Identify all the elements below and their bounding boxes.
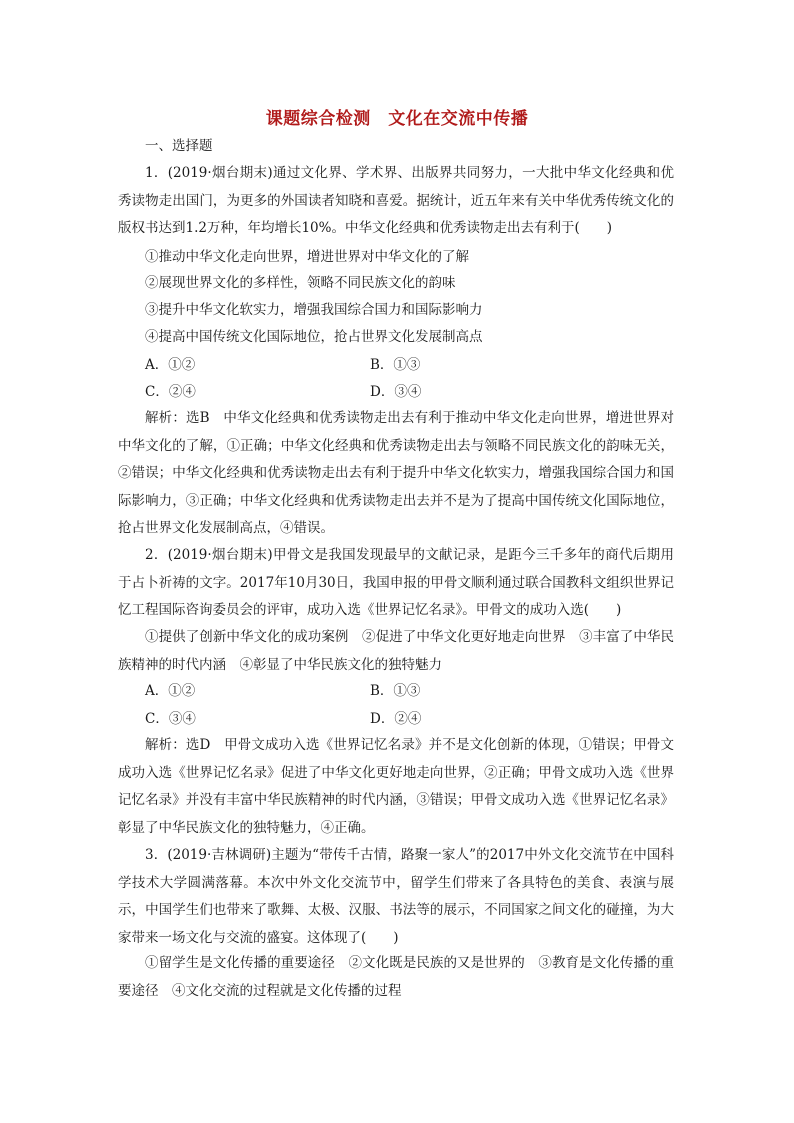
question-1-item-2: ②展现世界文化的多样性，领略不同民族文化的韵味 bbox=[145, 275, 456, 291]
question-1-item-4: ④提高中国传统文化国际地位，抢占世界文化发展制高点 bbox=[145, 329, 483, 345]
question-2-choice-a: A．①② bbox=[145, 683, 196, 699]
question-1-item-3: ③提升中华文化软实力，增强我国综合国力和国际影响力 bbox=[145, 302, 483, 318]
question-2-stem: 2．(2019·烟台期末)甲骨文是我国发现最早的文献记录，是距今三千多年的商代后期用于占卜祈祷的文字。2017年10月30日，我国申报的甲骨文顺利通过联合国教科文组织世界记忆工程国际咨询委员会的评审，成功入选《世界记忆名录》。甲骨文的成功入选( ) bbox=[118, 547, 674, 618]
question-1-choice-d: D．③④ bbox=[370, 384, 422, 400]
question-1-choice-a: A．①② bbox=[145, 357, 196, 373]
question-2-choice-b: B．①③ bbox=[370, 683, 421, 699]
question-2-items: ①提供了创新中华文化的成功案例 ②促进了中华文化更好地走向世界 ③丰富了中华民族精神的时代内涵 ④彰显了中华民族文化的独特魅力 bbox=[118, 629, 674, 673]
section-heading: 一、选择题 bbox=[145, 138, 213, 154]
question-1-choice-b: B．①③ bbox=[370, 357, 421, 373]
question-1-choice-c: C．②④ bbox=[145, 384, 196, 400]
question-1-analysis: 解析：选B 中华文化经典和优秀读物走出去有利于推动中华文化走向世界，增进世界对中华文化的了解，①正确；中华文化经典和优秀读物走出去与领略不同民族文化的韵味无关，②错误；中华文化经典和优秀读物走出去有利于提升中华文化软实力，增强我国综合国力和国际影响力，③正确；中华文化经典和优秀读物走出去并不是为了提高中国传统文化国际地位，抢占世界文化发展制高点，④错误。 bbox=[118, 410, 674, 536]
question-3-stem: 3．(2019·吉林调研)主题为“带传千古情，路聚一家人”的2017中外文化交流节在中国科学技术大学圆满落幕。本次中外文化交流节中，留学生们带来了各具特色的美食、表演与展示，中国学生们也带来了歌舞、太极、汉服、书法等的展示，不同国家之间文化的碰撞，为大家带来一场文化与交流的盛宴。这体现了( ) bbox=[118, 847, 674, 946]
question-2-analysis: 解析：选D 甲骨文成功入选《世界记忆名录》并不是文化创新的体现，①错误；甲骨文成功入选《世界记忆名录》促进了中华文化更好地走向世界，②正确；甲骨文成功入选《世界记忆名录》并没有丰富中华民族精神的时代内涵，③错误；甲骨文成功入选《世界记忆名录》彰显了中华民族文化的独特魅力，④正确。 bbox=[118, 737, 674, 836]
question-1-stem: 1．(2019·烟台期末)通过文化界、学术界、出版界共同努力，一大批中华文化经典和优秀读物走出国门，为更多的外国读者知晓和喜爱。据统计，近五年来有关中华优秀传统文化的版权书达到1.2万种，年均增长10%。中华文化经典和优秀读物走出去有利于( ) bbox=[118, 165, 674, 236]
question-2-choice-c: C．③④ bbox=[145, 711, 196, 727]
page-title: 课题综合检测 文化在交流中传播 bbox=[265, 109, 529, 129]
question-2-choice-d: D．②④ bbox=[370, 711, 422, 727]
question-3-items: ①留学生是文化传播的重要途径 ②文化既是民族的又是世界的 ③教育是文化传播的重要途径 ④文化交流的过程就是文化传播的过程 bbox=[118, 955, 674, 999]
question-1-item-1: ①推动中华文化走向世界，增进世界对中华文化的了解 bbox=[145, 249, 469, 265]
